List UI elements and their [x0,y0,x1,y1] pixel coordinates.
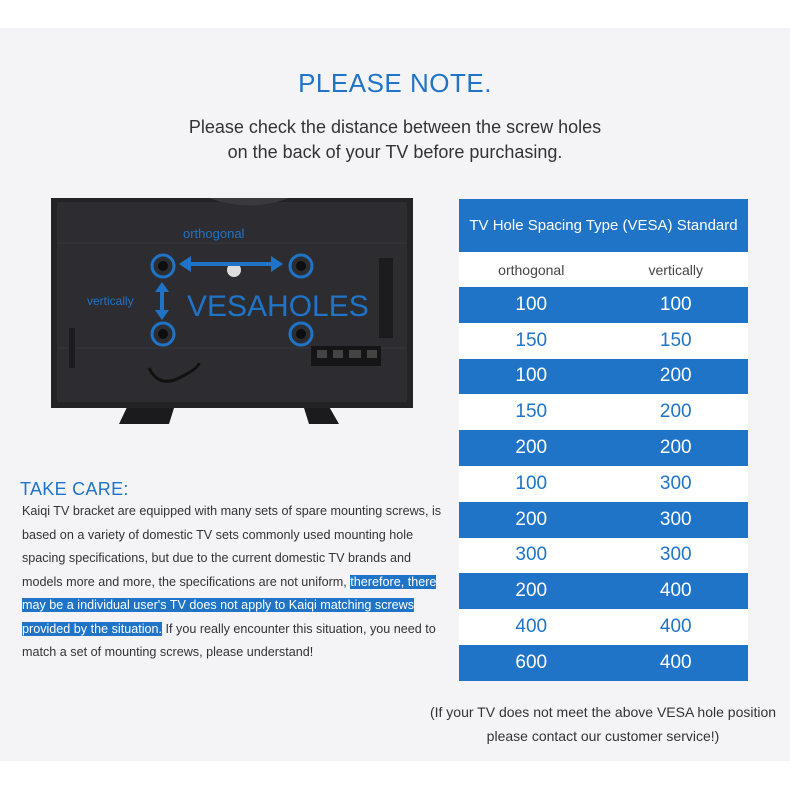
table-row [459,287,748,323]
table-row [459,502,748,538]
table-row [459,609,748,645]
take-care-text [22,500,452,665]
cell-orthogonal: 150 [515,329,548,351]
cell-orthogonal: 100 [515,472,548,494]
label-vertically: vertically [87,294,134,308]
cell-orthogonal: 600 [515,651,548,673]
cell-vertically: 200 [659,401,692,423]
label-vesaholes: VESAHOLES [187,290,369,323]
column-header-orthogonal: orthogonal [498,261,565,278]
cell-vertically: 400 [659,651,692,673]
contact-note [418,700,788,748]
table-row [459,394,748,430]
cell-orthogonal: 200 [515,580,548,602]
page-subtitle [0,115,790,165]
subtitle-line-1: Please check the distance between the screw holes [188,117,602,137]
cell-vertically: 200 [659,365,692,387]
label-orthogonal: orthogonal [183,226,245,241]
table-row [459,323,748,359]
tv-back-illustration [49,198,417,428]
care-text-highlight: therefore, there may be a individual user's TV does not apply to Kaiqi matching screws provided by the situation. [22,574,437,636]
table-row [459,359,748,395]
cell-orthogonal: 150 [515,401,548,423]
cell-vertically: 100 [659,293,692,315]
cell-vertically: 300 [659,544,692,566]
table-title: TV Hole Spacing Type (VESA) Standard [459,199,748,252]
cell-vertically: 400 [659,580,692,602]
cell-orthogonal: 200 [515,437,548,459]
care-text-part-1: Kaiqi TV bracket are equipped with many sets of spare mounting screws, is based on a variety of domestic TV sets commonly used mounting hole spacing specifications, but due to the current domestic TV brands and models more and more, the specifications are not uniform, [22,504,442,589]
vesa-table [459,199,748,681]
table-row [459,573,748,609]
cell-vertically: 200 [659,437,692,459]
table-row [459,466,748,502]
table-row [459,645,748,681]
cell-vertically: 400 [659,616,692,638]
take-care-heading: TAKE CARE: [20,479,129,499]
care-text-part-2: If you really encounter this situation, you need to match a set of mounting screws, please understand! [22,621,436,659]
cell-orthogonal: 100 [515,293,548,315]
table-column-headers [459,252,748,287]
column-header-vertically: vertically [648,261,703,278]
cell-vertically: 300 [659,472,692,494]
contact-note-line-1: (If your TV does not meet the above VESA hole position [429,704,777,720]
cell-orthogonal: 400 [515,616,548,638]
cell-orthogonal: 300 [515,544,548,566]
table-row [459,538,748,574]
subtitle-line-2: on the back of your TV before purchasing. [227,142,563,162]
cell-vertically: 300 [659,508,692,530]
contact-note-line-2: please contact our customer service!) [486,728,720,744]
cell-vertically: 150 [659,329,692,351]
page-title: PLEASE NOTE. [298,68,492,98]
cell-orthogonal: 100 [515,365,548,387]
cell-orthogonal: 200 [515,508,548,530]
table-row [459,430,748,466]
